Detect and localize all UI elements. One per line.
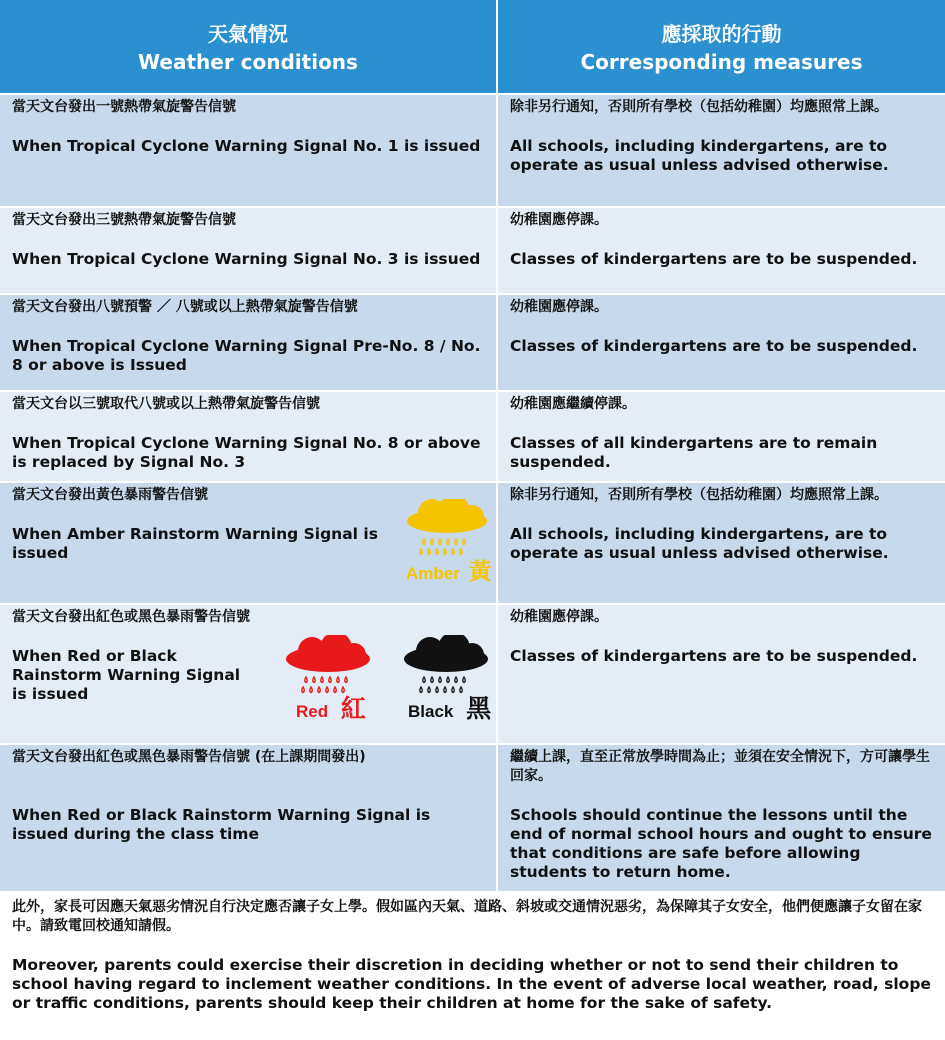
rain-drop-icon xyxy=(420,549,423,555)
row-5-measure-zh: 除非另行通知，否則所有學校（包括幼稚園）均應照常上課。 xyxy=(510,487,888,503)
row-6-condition xyxy=(0,605,496,743)
rain-drop-icon xyxy=(452,687,455,693)
rain-drop-icon xyxy=(439,539,442,545)
row-3-measure xyxy=(498,295,945,390)
row-7-measure-en: Schools should continue the lessons until the end of normal school hours and ought to ensure that conditions are safe before allowing students to return home. xyxy=(510,806,932,881)
row-5-measure xyxy=(498,483,945,603)
row-5-condition xyxy=(0,483,496,603)
black-label-en: Black xyxy=(408,702,454,721)
rain-drop-icon xyxy=(463,539,466,545)
rain-drop-icon xyxy=(420,687,423,693)
rain-drop-icon xyxy=(313,677,316,683)
rain-drop-icon xyxy=(439,677,442,683)
rain-drop-icon xyxy=(455,677,458,683)
row-2-measure xyxy=(498,208,945,293)
rain-drop-icon xyxy=(460,549,463,555)
footer-note-zh: 此外，家長可因應天氣惡劣情況自行決定應否讓子女上學。假如區內天氣、道路、斜坡或交通情況惡劣，為保障其子女安全，他們便應讓子女留在家中。請致電回校通知請假。 xyxy=(12,899,922,934)
red-rainstorm-icon xyxy=(282,635,374,727)
amber-label-zh: 黃 xyxy=(468,559,492,585)
red-label-zh: 紅 xyxy=(340,694,366,723)
rain-drop-icon xyxy=(431,539,434,545)
row-2-measure-en: Classes of kindergartens are to be suspended. xyxy=(510,250,918,268)
rain-drop-icon xyxy=(326,687,329,693)
rain-drop-icon xyxy=(310,687,313,693)
row-2-condition-zh: 當天文台發出三號熱帶氣旋警告信號 xyxy=(12,212,236,228)
rain-drop-icon xyxy=(455,539,458,545)
rain-drop-icon xyxy=(428,549,431,555)
row-3-measure-en: Classes of kindergartens are to be suspended. xyxy=(510,337,918,355)
rain-drop-icon xyxy=(345,677,348,683)
row-1-measure-en: All schools, including kindergartens, are to operate as usual unless advised otherwise. xyxy=(510,137,889,174)
rain-drop-icon xyxy=(318,687,321,693)
black-rainstorm-icon xyxy=(400,635,492,727)
header-col1-zh: 天氣情況 xyxy=(208,22,288,46)
rain-drop-icon xyxy=(302,687,305,693)
row-6-condition-zh: 當天文台發出紅色或黑色暴雨警告信號 xyxy=(12,609,250,625)
row-4-measure xyxy=(498,392,945,481)
rain-drop-icon xyxy=(423,539,426,545)
row-4-condition-zh: 當天文台以三號取代八號或以上熱帶氣旋警告信號 xyxy=(12,396,320,412)
rain-drop-icon xyxy=(321,677,324,683)
header-col2-zh: 應採取的行動 xyxy=(661,22,782,46)
row-3-measure-zh: 幼稚園應停課。 xyxy=(510,299,608,315)
row-3-condition-zh: 當天文台發出八號預警 ／ 八號或以上熱帶氣旋警告信號 xyxy=(12,299,358,315)
header-corresponding-measures xyxy=(498,0,945,93)
row-5-condition-zh: 當天文台發出黃色暴雨警告信號 xyxy=(12,487,208,503)
row-1-condition-zh: 當天文台發出一號熱帶氣旋警告信號 xyxy=(12,99,236,115)
row-7-condition xyxy=(0,745,496,891)
rain-drop-icon xyxy=(423,677,426,683)
row-4-measure-zh: 幼稚園應繼續停課。 xyxy=(510,396,636,412)
row-5-measure-en: All schools, including kindergartens, are to operate as usual unless advised otherwise. xyxy=(510,525,889,562)
rain-drop-icon xyxy=(305,677,308,683)
row-7-condition-zh: 當天文台發出紅色或黑色暴雨警告信號 (在上課期間發出) xyxy=(12,749,366,765)
row-1-measure xyxy=(498,95,945,206)
row-2-condition xyxy=(0,208,496,293)
amber-rainstorm-icon xyxy=(402,499,492,589)
row-1-condition xyxy=(0,95,496,206)
row-7-condition-en: When Red or Black Rainstorm Warning Signal is issued during the class time xyxy=(12,806,431,843)
header-col1-en: Weather conditions xyxy=(138,50,358,74)
row-5-condition-en: When Amber Rainstorm Warning Signal is issued xyxy=(12,525,378,562)
rain-drop-icon xyxy=(444,549,447,555)
rain-drop-icon xyxy=(436,687,439,693)
rain-drop-icon xyxy=(436,549,439,555)
rain-drop-icon xyxy=(342,687,345,693)
row-2-condition-en: When Tropical Cyclone Warning Signal No. 3 is issued xyxy=(12,250,481,268)
row-7-measure-zh: 繼續上課，直至正常放學時間為止；並須在安全情況下，方可讓學生回家。 xyxy=(510,749,930,784)
rain-drop-icon xyxy=(447,677,450,683)
row-3-condition-en: When Tropical Cyclone Warning Signal Pre-No. 8 / No. 8 or above is Issued xyxy=(12,337,481,374)
row-1-condition-en: When Tropical Cyclone Warning Signal No. 1 is issued xyxy=(12,137,481,155)
header-col2-en: Corresponding measures xyxy=(580,50,863,74)
row-6-measure xyxy=(498,605,945,743)
rain-drop-icon xyxy=(329,677,332,683)
row-3-condition xyxy=(0,295,496,390)
row-6-condition-en: When Red or Black Rainstorm Warning Signal is issued xyxy=(12,647,241,703)
header-weather-conditions xyxy=(0,0,496,93)
row-1-measure-zh: 除非另行通知，否則所有學校（包括幼稚園）均應照常上課。 xyxy=(510,99,888,115)
amber-label-en: Amber xyxy=(406,564,460,583)
rain-drop-icon xyxy=(452,549,455,555)
rain-drop-icon xyxy=(460,687,463,693)
black-label-zh: 黑 xyxy=(466,694,492,723)
rain-drop-icon xyxy=(431,677,434,683)
row-7-measure xyxy=(498,745,945,891)
row-6-measure-zh: 幼稚園應停課。 xyxy=(510,609,608,625)
row-2-measure-zh: 幼稚園應停課。 xyxy=(510,212,608,228)
row-4-condition xyxy=(0,392,496,481)
rain-drop-icon xyxy=(463,677,466,683)
row-6-measure-en: Classes of kindergartens are to be suspended. xyxy=(510,647,918,665)
rain-drop-icon xyxy=(428,687,431,693)
rain-drop-icon xyxy=(334,687,337,693)
rain-drop-icon xyxy=(444,687,447,693)
rain-drop-icon xyxy=(337,677,340,683)
footer-note-en: Moreover, parents could exercise their discretion in deciding whether or not to send their children to school having regard to inclement weather conditions. In the event of adverse local weather, road, slope or traffic conditions, parents should keep their children at home for the sake of safety. xyxy=(12,956,931,1012)
rain-drop-icon xyxy=(447,539,450,545)
row-4-measure-en: Classes of all kindergartens are to remain suspended. xyxy=(510,434,878,471)
row-4-condition-en: When Tropical Cyclone Warning Signal No. 8 or above is replaced by Signal No. 3 xyxy=(12,434,481,471)
red-label-en: Red xyxy=(296,702,329,721)
